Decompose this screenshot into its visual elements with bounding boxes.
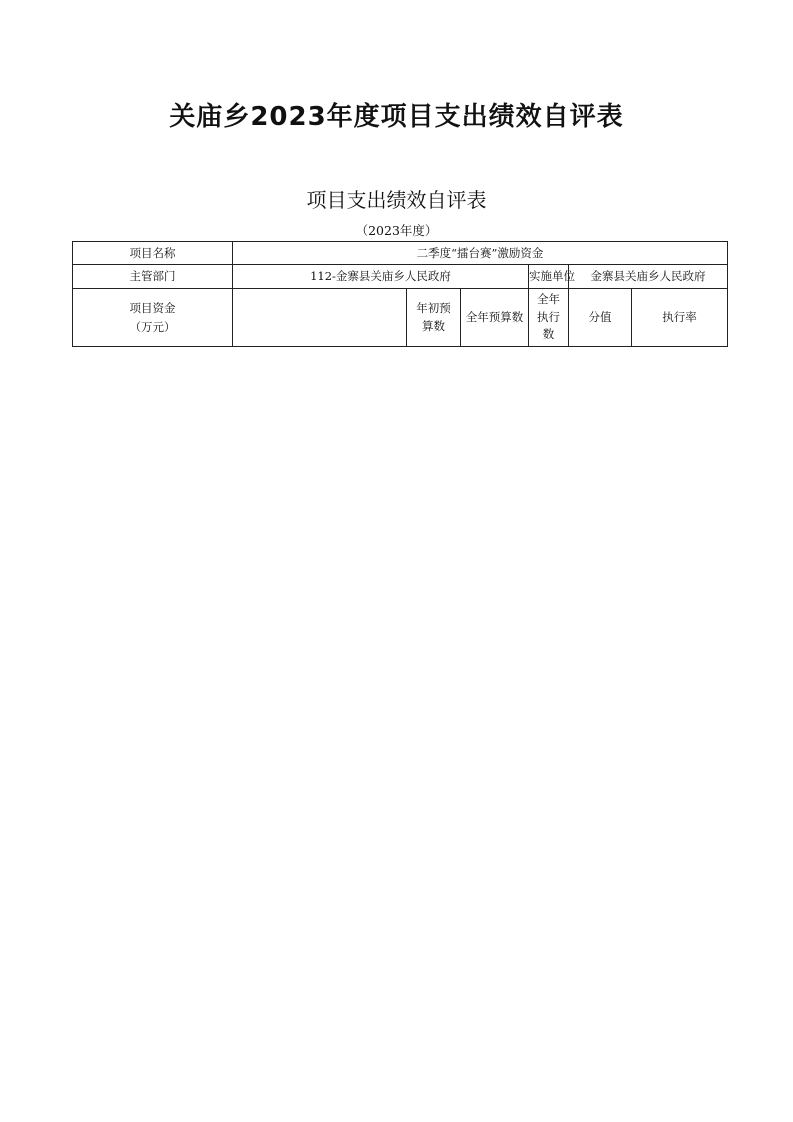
form-year: （2023年度） bbox=[355, 223, 438, 238]
form-title: 项目支出绩效自评表 bbox=[306, 188, 487, 212]
funds-header-annual: 全年预算数 bbox=[461, 288, 529, 346]
funds-header-blank bbox=[233, 288, 407, 346]
funds-header-executed: 全年执行数 bbox=[529, 288, 569, 346]
page-title: 关庙乡2023年度项目支出绩效自评表 bbox=[169, 102, 624, 132]
impl-value: 金寨县关庙乡人民政府 bbox=[569, 265, 728, 288]
funds-header-row bbox=[73, 288, 728, 346]
dept-label: 主管部门 bbox=[73, 265, 233, 288]
project-name-value: 二季度“擂台赛”激励资金 bbox=[233, 242, 728, 265]
impl-label: 实施单位 bbox=[529, 265, 569, 288]
funds-unit: （万元） bbox=[129, 319, 176, 334]
funds-header-initial: 年初预算数 bbox=[407, 288, 461, 346]
funds-header-rate: 执行率 bbox=[632, 288, 728, 346]
project-name-row bbox=[73, 242, 728, 265]
performance-table bbox=[72, 241, 728, 347]
department-row bbox=[73, 265, 728, 288]
project-name-label: 项目名称 bbox=[73, 242, 233, 265]
funds-label: 项目资金 bbox=[129, 301, 176, 316]
dept-value: 112-金寨县关庙乡人民政府 bbox=[233, 265, 529, 288]
funds-header-score-value: 分值 bbox=[569, 288, 632, 346]
funds-label-cell bbox=[73, 288, 233, 346]
